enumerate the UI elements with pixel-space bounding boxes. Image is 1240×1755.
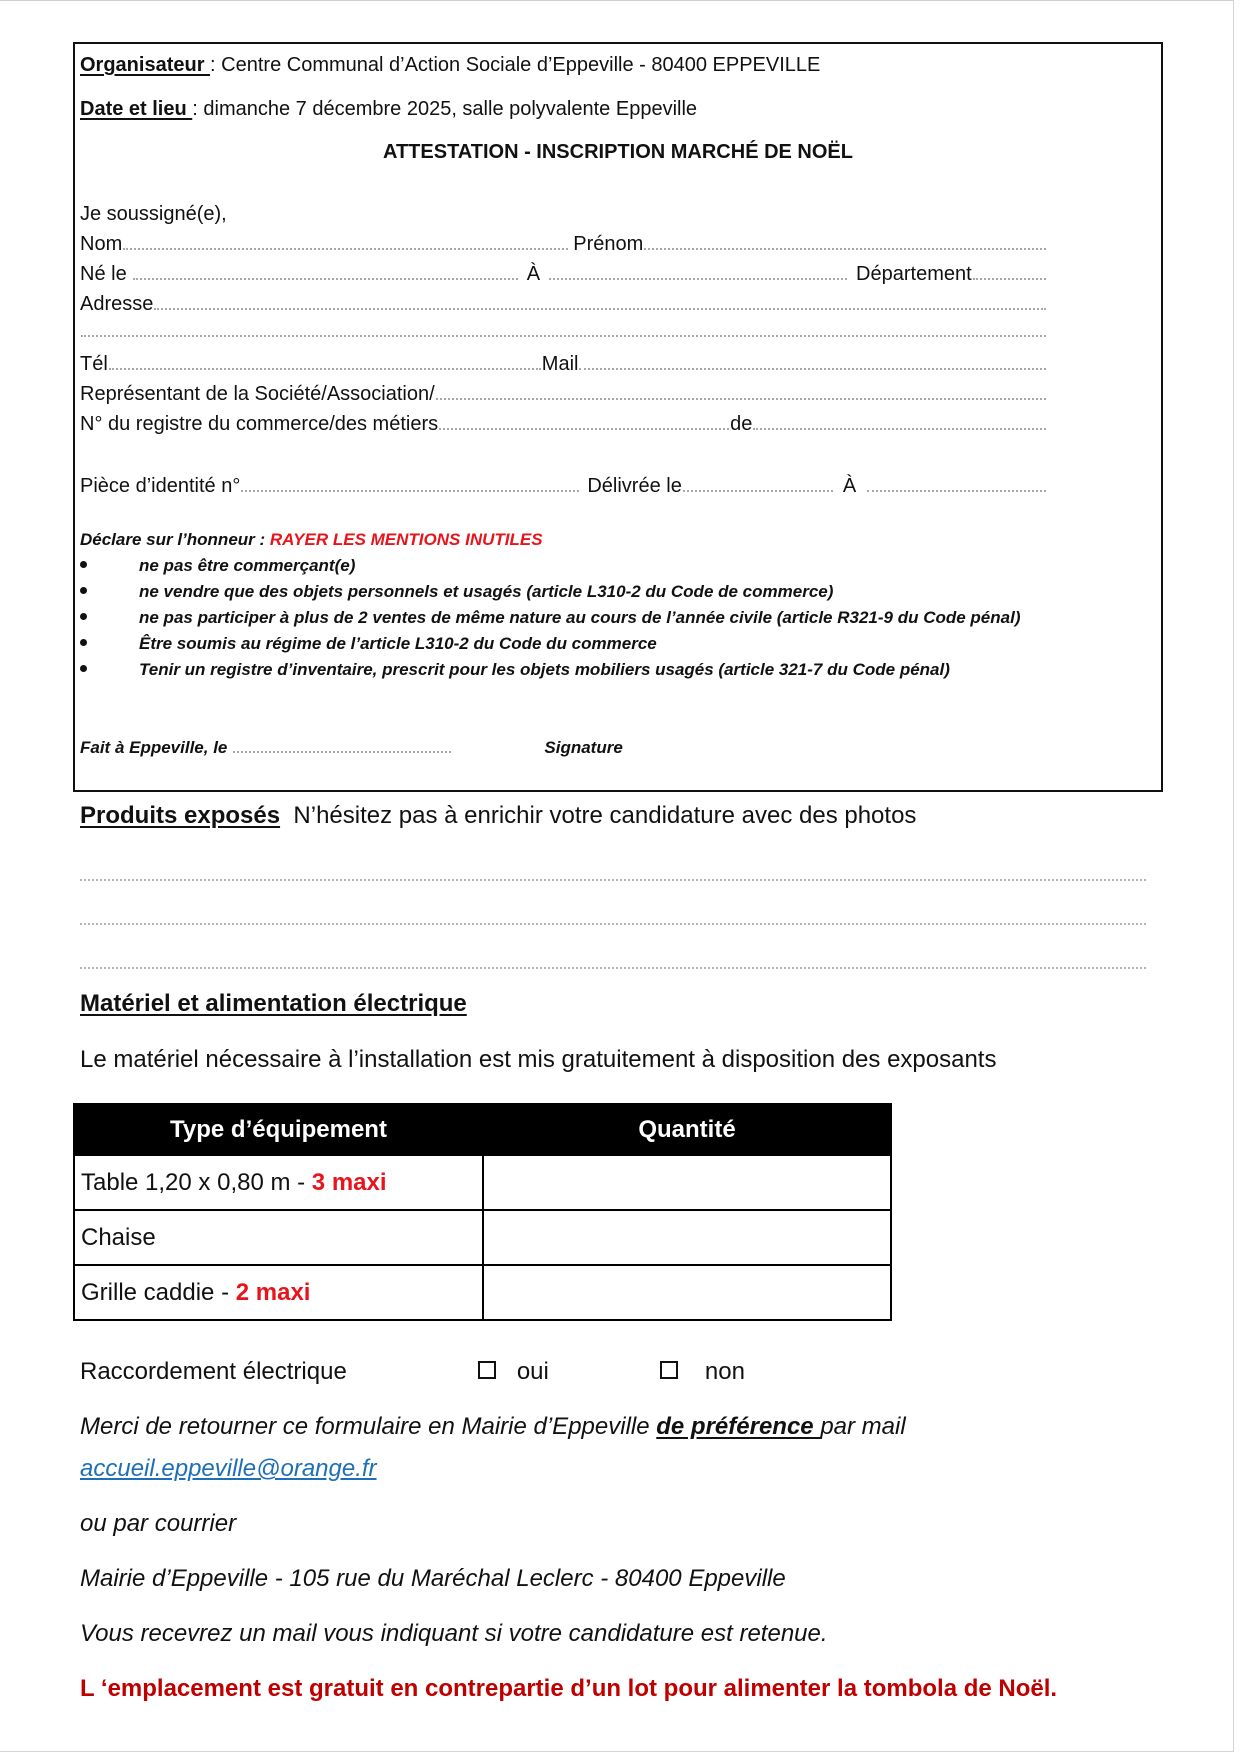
mail-field[interactable] — [579, 356, 1046, 370]
representant-label: Représentant de la Société/Association/ — [80, 383, 435, 405]
produits-title: Produits exposés — [80, 802, 281, 829]
intro-text: Je soussigné(e), — [80, 203, 227, 225]
date-line — [80, 98, 697, 121]
quantity-cell[interactable] — [483, 1265, 891, 1320]
delivree-field[interactable] — [683, 478, 833, 492]
email-link[interactable]: accueil.eppeville@orange.fr — [80, 1455, 377, 1482]
produits-line-1[interactable] — [80, 879, 1146, 881]
declaration-item: ne pas être commerçant(e) — [80, 556, 355, 576]
adresse-label: Adresse — [80, 293, 154, 315]
option-non-label: non — [704, 1358, 745, 1385]
organizer-label: Organisateur — [80, 54, 211, 76]
header-type: Type d’équipement — [74, 1104, 483, 1155]
declaration-item: ne pas participer à plus de 2 ventes de même nature au cours de l’année civile (article R321-9 du Code pénal) — [80, 608, 1020, 628]
courrier-text: ou par courrier — [80, 1510, 237, 1537]
equipment-label: Table 1,20 x 0,80 m - 3 maxi — [74, 1155, 483, 1210]
delivree-a-field[interactable] — [867, 478, 1046, 492]
materiel-intro: Le matériel nécessaire à l’installation est mis gratuitement à disposition des exposants — [80, 1046, 997, 1073]
registre-label: N° du registre du commerce/des métiers — [80, 413, 439, 435]
bullet-icon — [80, 665, 87, 672]
departement-field[interactable] — [973, 266, 1046, 280]
prenom-label: Prénom — [573, 233, 644, 255]
prenom-field[interactable] — [644, 236, 1046, 250]
attestation-title: ATTESTATION - INSCRIPTION MARCHÉ DE NOËL — [383, 141, 853, 163]
preference-emphasis: de préférence — [656, 1413, 821, 1440]
organizer-value: : Centre Communal d’Action Sociale d’Eppeville - 80400 EPPEVILLE — [210, 54, 821, 76]
delivree-label: Délivrée le — [587, 475, 682, 497]
raccordement-row — [80, 1358, 745, 1386]
organizer-line — [80, 54, 820, 77]
option-oui-label: oui — [516, 1358, 549, 1385]
adresse-field-2[interactable] — [81, 323, 1046, 337]
delivree-a-label: À — [842, 475, 857, 497]
declaration-item: Tenir un registre d’inventaire, prescrit pour les objets mobiliers usagés (article 321-7 du Code pénal) — [80, 660, 950, 680]
birth-date-field[interactable] — [133, 266, 518, 280]
address-row — [80, 293, 1047, 316]
contact-row — [80, 353, 1047, 376]
departement-label: Département — [856, 263, 972, 285]
registre-row — [80, 413, 1047, 436]
nom-label: Nom — [80, 233, 123, 255]
declaration-warning: RAYER LES MENTIONS INUTILES — [269, 530, 543, 549]
equipment-label: Chaise — [74, 1210, 483, 1265]
nom-field[interactable] — [123, 236, 568, 250]
address-row-2 — [80, 323, 1047, 337]
birth-row — [80, 263, 1047, 286]
equipment-label: Grille caddie - 2 maxi — [74, 1265, 483, 1320]
email-line — [80, 1455, 377, 1483]
produits-line-2[interactable] — [80, 923, 1146, 925]
fait-a-label: Fait à Eppeville, le — [80, 738, 228, 757]
registre-de-field[interactable] — [753, 416, 1046, 430]
declaration-heading — [80, 530, 543, 550]
representant-row — [80, 383, 1047, 406]
bullet-icon — [80, 639, 87, 646]
birth-place-label: À — [526, 263, 541, 285]
final-note: L ‘emplacement est gratuit en contrepartie d’un lot pour alimenter la tombola de Noël. — [80, 1675, 1058, 1702]
produits-line-3[interactable] — [80, 967, 1146, 969]
ne-le-label: Né le — [80, 263, 127, 285]
registre-field[interactable] — [439, 416, 729, 430]
date-value: : dimanche 7 décembre 2025, salle polyvalente Eppeville — [192, 98, 698, 120]
identity-row — [80, 475, 1047, 498]
checkbox-oui[interactable] — [478, 1361, 496, 1379]
representant-field[interactable] — [436, 386, 1046, 400]
name-row — [80, 233, 1047, 256]
table-row — [74, 1210, 891, 1265]
date-label: Date et lieu — [80, 98, 193, 120]
mairie-address: Mairie d’Eppeville - 105 rue du Maréchal Leclerc - 80400 Eppeville — [80, 1565, 786, 1592]
birth-place-field[interactable] — [549, 266, 847, 280]
quantity-cell[interactable] — [483, 1210, 891, 1265]
mail-label: Mail — [541, 353, 579, 375]
declaration-item: Être soumis au régime de l’article L310-2 du Code du commerce — [80, 634, 657, 654]
piece-field[interactable] — [241, 478, 579, 492]
tel-field[interactable] — [109, 356, 541, 370]
header-quantity: Quantité — [483, 1104, 891, 1155]
signature-label: Signature — [544, 738, 623, 757]
produits-heading — [80, 802, 916, 830]
tel-label: Tél — [80, 353, 108, 375]
adresse-field[interactable] — [154, 296, 1046, 310]
equipment-table — [73, 1103, 892, 1321]
notice-text: Vous recevrez un mail vous indiquant si votre candidature est retenue. — [80, 1620, 828, 1647]
declaration-item: ne vendre que des objets personnels et usagés (article L310-2 du Code de commerce) — [80, 582, 833, 602]
raccordement-label: Raccordement électrique — [80, 1358, 347, 1385]
materiel-title: Matériel et alimentation électrique — [80, 990, 467, 1017]
signature-row — [80, 738, 640, 758]
equipment-limit: 2 maxi — [235, 1278, 311, 1306]
piece-label: Pièce d’identité n° — [80, 475, 241, 497]
table-row — [74, 1155, 891, 1210]
bullet-icon — [80, 613, 87, 620]
bullet-icon — [80, 587, 87, 594]
produits-hint: N’hésitez pas à enrichir votre candidature avec des photos — [293, 802, 917, 829]
registre-de-label: de — [730, 413, 753, 435]
fait-le-field[interactable] — [233, 739, 451, 753]
table-row — [74, 1265, 891, 1320]
quantity-cell[interactable] — [483, 1155, 891, 1210]
return-instruction: Merci de retourner ce formulaire en Mairie d’Eppeville de préférence par mail — [80, 1413, 906, 1440]
equipment-limit: 3 maxi — [311, 1168, 387, 1196]
declaration-label: Déclare sur l’honneur : — [80, 530, 270, 549]
checkbox-non[interactable] — [660, 1361, 678, 1379]
table-header-row — [74, 1104, 891, 1155]
bullet-icon — [80, 561, 87, 568]
